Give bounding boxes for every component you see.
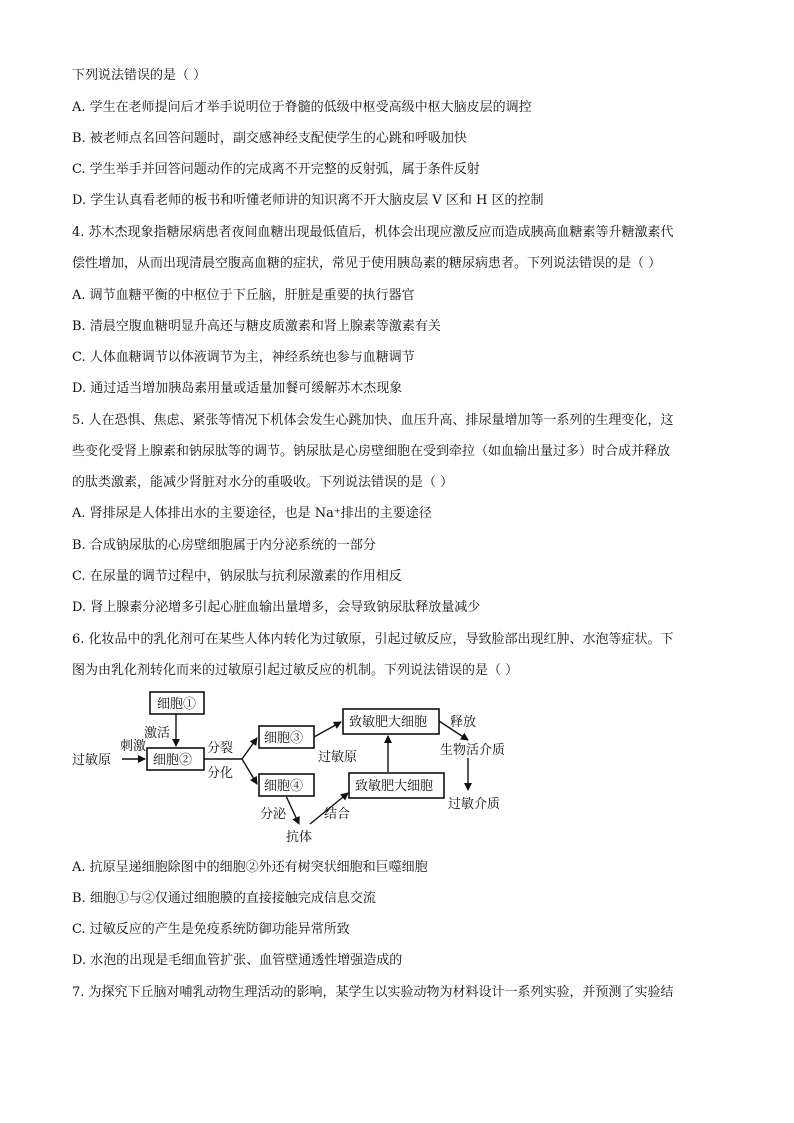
q6-option-d[interactable]: D. 水泡的出现是毛细血管扩张、血管壁通透性增强造成的 xyxy=(72,953,403,968)
antibody-label: 抗体 xyxy=(286,830,313,845)
cell1-label: 细胞① xyxy=(157,697,197,712)
q6-option-a[interactable]: A. 抗原呈递细胞除图中的细胞②外还有树突状细胞和巨噬细胞 xyxy=(72,860,428,875)
q5-stem-line3: 的肽类激素，能减少肾脏对水分的重吸收。下列说法错误的是（ ） xyxy=(72,475,454,490)
q5-option-a[interactable]: A. 肾排尿是人体排出水的主要途径，也是 Na⁺排出的主要途径 xyxy=(72,506,432,521)
q5-option-b[interactable]: B. 合成钠尿肽的心房壁细胞属于内分泌系统的一部分 xyxy=(72,538,376,553)
q4-stem-line2: 偿性增加，从而出现清晨空腹高血糖的症状，常见于使用胰岛素的糖尿病患者。下列说法错误的是（ ） xyxy=(72,256,662,271)
bind-label: 结合 xyxy=(324,807,351,822)
q4-option-b[interactable]: B. 清晨空腹血糖明显升高还与糖皮质激素和肾上腺素等激素有关 xyxy=(72,319,441,334)
q3-stem: 下列说法错误的是（ ） xyxy=(72,68,207,83)
q6-option-c[interactable]: C. 过敏反应的产生是免疫系统防御功能异常所致 xyxy=(72,922,350,937)
q5-stem-line1: 5. 人在恐惧、焦虑、紧张等情况下机体会发生心跳加快、血压升高、排尿量增加等一系列的生理变化，这 xyxy=(72,413,674,428)
q3-option-a[interactable]: A. 学生在老师提问后才举手说明位于脊髓的低级中枢受高级中枢大脑皮层的调控 xyxy=(72,100,532,115)
allergy-mechanism-diagram xyxy=(72,688,522,853)
q4-option-d[interactable]: D. 通过适当增加胰岛素用量或适量加餐可缓解苏木杰现象 xyxy=(72,381,403,396)
q3-option-b[interactable]: B. 被老师点名回答问题时，副交感神经支配使学生的心跳和呼吸加快 xyxy=(72,131,467,146)
q4-stem-line1: 4. 苏木杰现象指糖尿病患者夜间血糖出现最低值后，机体会出现应激反应而造成胰高血糖素等升糖激素代 xyxy=(72,225,674,240)
differentiate-label: 分化 xyxy=(207,766,234,781)
arrow-to-cell3 xyxy=(242,738,257,759)
divide-label: 分裂 xyxy=(207,741,234,756)
stimulate-label: 刺激 xyxy=(120,739,147,754)
activate-label: 激活 xyxy=(144,726,171,741)
arrow-cell3-mast xyxy=(314,722,341,737)
q4-option-a[interactable]: A. 调节血糖平衡的中枢位于下丘脑，肝脏是重要的执行器官 xyxy=(72,288,415,303)
arrow-secrete xyxy=(286,796,299,824)
q4-option-c[interactable]: C. 人体血糖调节以体液调节为主，神经系统也参与血糖调节 xyxy=(72,350,415,365)
allergen2-label: 过敏原 xyxy=(318,750,358,765)
q5-option-d[interactable]: D. 肾上腺素分泌增多引起心脏血输出量增多，会导致钠尿肽释放量减少 xyxy=(72,600,481,615)
cell2-label: 细胞② xyxy=(153,753,193,768)
q3-option-d[interactable]: D. 学生认真看老师的板书和听懂老师讲的知识离不开大脑皮层 V 区和 H 区的控制 xyxy=(72,193,544,208)
cell3-label: 细胞③ xyxy=(264,731,304,746)
q5-option-c[interactable]: C. 在尿量的调节过程中，钠尿肽与抗利尿激素的作用相反 xyxy=(72,569,402,584)
q6-stem-line2: 图为由乳化剂转化而来的过敏原引起过敏反应的机制。下列说法错误的是（ ） xyxy=(72,663,519,678)
release-label: 释放 xyxy=(450,715,477,730)
cell4-label: 细胞④ xyxy=(264,779,304,794)
allergen-label: 过敏原 xyxy=(72,753,112,768)
secrete-label: 分泌 xyxy=(260,807,287,822)
mast-top-label: 致敏肥大细胞 xyxy=(349,715,428,730)
mast-bottom-label: 致敏肥大细胞 xyxy=(355,779,434,794)
arrow-to-cell4 xyxy=(242,759,257,784)
q7-stem-line1: 7. 为探究下丘脑对哺乳动物生理活动的影响，某学生以实验动物为材料设计一系列实验，并预测了实验结 xyxy=(72,985,674,1000)
q6-option-b[interactable]: B. 细胞①与②仅通过细胞膜的直接接触完成信息交流 xyxy=(72,891,376,906)
q5-stem-line2: 些变化受肾上腺素和钠尿肽等的调节。钠尿肽是心房壁细胞在受到牵拉（如血输出量过多）时合成并释放 xyxy=(72,444,671,459)
q6-stem-line1: 6. 化妆品中的乳化剂可在某些人体内转化为过敏原，引起过敏反应，导致脸部出现红肿、水泡等症状。下 xyxy=(72,632,674,647)
q3-option-c[interactable]: C. 学生举手并回答问题动作的完成离不开完整的反射弧，属于条件反射 xyxy=(72,162,480,177)
bioactive-label: 生物活介质 xyxy=(440,743,506,758)
allergy-mediator-label: 过敏介质 xyxy=(448,797,501,812)
